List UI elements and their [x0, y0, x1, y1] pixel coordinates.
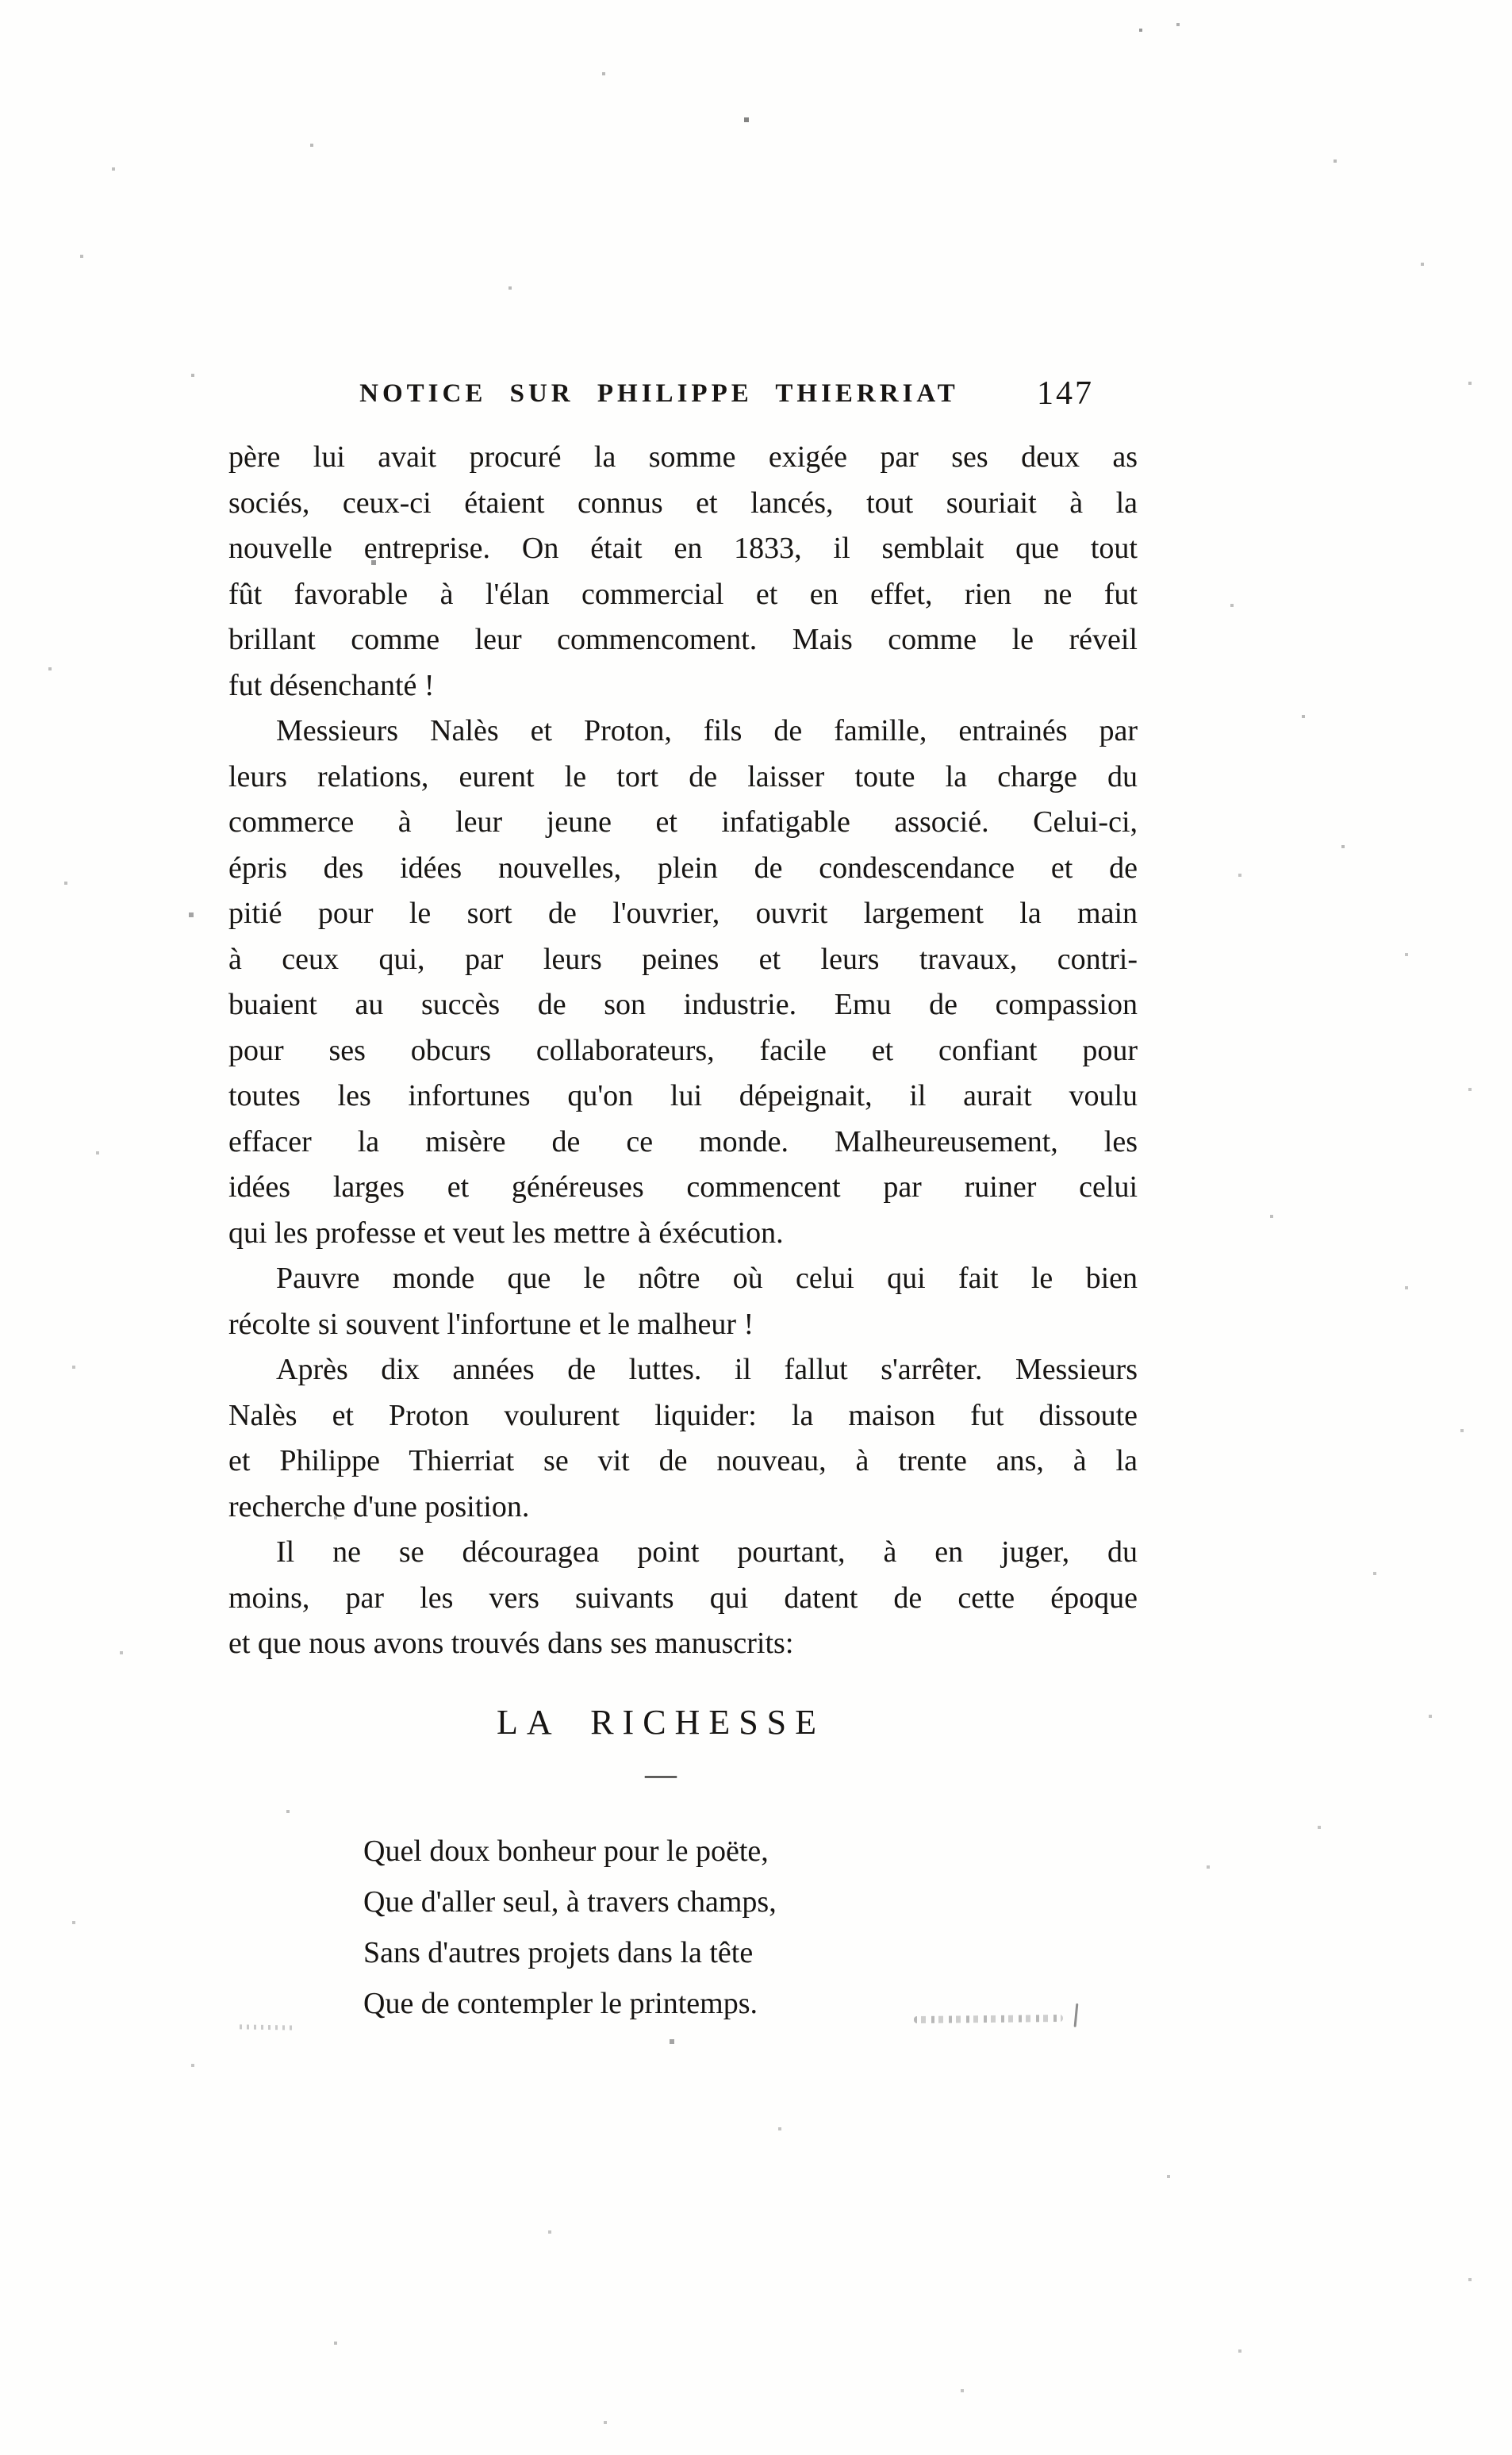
text-line: nouvelle entreprise. On était en 1833, il semblait que tout [228, 532, 1138, 565]
text-line: fut désenchanté ! [228, 668, 435, 702]
text-line: leurs relations, eurent le tort de laisser toute la charge du [228, 759, 1138, 793]
text-line: fût favorable à l'élan commercial et en effet, rien ne fut [228, 577, 1138, 611]
text-line: moins, par les vers suivants qui datent de cette époque [228, 1581, 1138, 1615]
scan-speck-cluster [240, 2024, 295, 2030]
poem-line: Que d'aller seul, à travers champs, [363, 1884, 777, 1919]
text-line: Après dix années de luttes. il fallut s'arrêter. Messieurs [276, 1353, 1138, 1386]
text-line: buaient au succès de son industrie. Emu de compassion [228, 988, 1138, 1021]
body-text [228, 435, 1138, 1667]
running-header [228, 375, 1138, 428]
text-line: recherche d'une position. [228, 1489, 530, 1523]
text-line: brillant comme leur commencoment. Mais comme le réveil [228, 623, 1138, 656]
text-line: et que nous avons trouvés dans ses manuscrits: [228, 1627, 794, 1660]
text-line: épris des idées nouvelles, plein de condescendance et de [228, 851, 1138, 885]
poem-title: LA RICHESSE [496, 1702, 826, 1742]
text-line: Il ne se découragea point pourtant, à en juger, du [276, 1535, 1138, 1569]
section-divider-dash: — [645, 1755, 677, 1792]
running-header-title: NOTICE SUR PHILIPPE THIERRIAT [359, 379, 959, 408]
text-line: toutes les infortunes qu'on lui dépeignait, il aurait voulu [228, 1079, 1138, 1112]
text-line: idées larges et généreuses commencent par ruiner celui [228, 1170, 1138, 1204]
poem-line: Quel doux bonheur pour le poëte, [363, 1834, 769, 1868]
text-line: et Philippe Thierriat se vit de nouveau, à trente ans, à la [228, 1444, 1138, 1477]
poem-body [363, 1826, 1138, 2029]
poem-section [228, 1702, 1138, 2029]
poem-line: Que de contempler le printemps. [363, 1986, 758, 2020]
text-line: sociés, ceux-ci étaient connus et lancés, tout souriait à la [228, 486, 1138, 520]
text-column [228, 375, 1138, 2029]
text-line: pour ses obcurs collaborateurs, facile et confiant pour [228, 1033, 1138, 1067]
page-number: 147 [1037, 375, 1094, 412]
text-line: Nalès et Proton voulurent liquider: la maison fut dissoute [228, 1398, 1138, 1432]
text-line: effacer la misère de ce monde. Malheureusement, les [228, 1124, 1138, 1158]
text-line: Messieurs Nalès et Proton, fils de famille, entrainés par [276, 714, 1138, 747]
text-line: à ceux qui, par leurs peines et leurs travaux, contri- [228, 942, 1138, 976]
text-line: récolte si souvent l'infortune et le malheur ! [228, 1307, 754, 1341]
text-line: commerce à leur jeune et infatigable associé. Celui-ci, [228, 805, 1138, 839]
text-line: Pauvre monde que le nôtre où celui qui fait le bien [276, 1262, 1138, 1295]
poem-line: Sans d'autres projets dans la tête [363, 1935, 754, 1969]
scan-noise-specks [0, 0, 2, 2]
text-line: qui les professe et veut les mettre à éxécution. [228, 1216, 784, 1250]
text-line: père lui avait procuré la somme exigée par ses deux as [228, 440, 1138, 474]
text-line: pitié pour le sort de l'ouvrier, ouvrit largement la main [228, 897, 1138, 930]
